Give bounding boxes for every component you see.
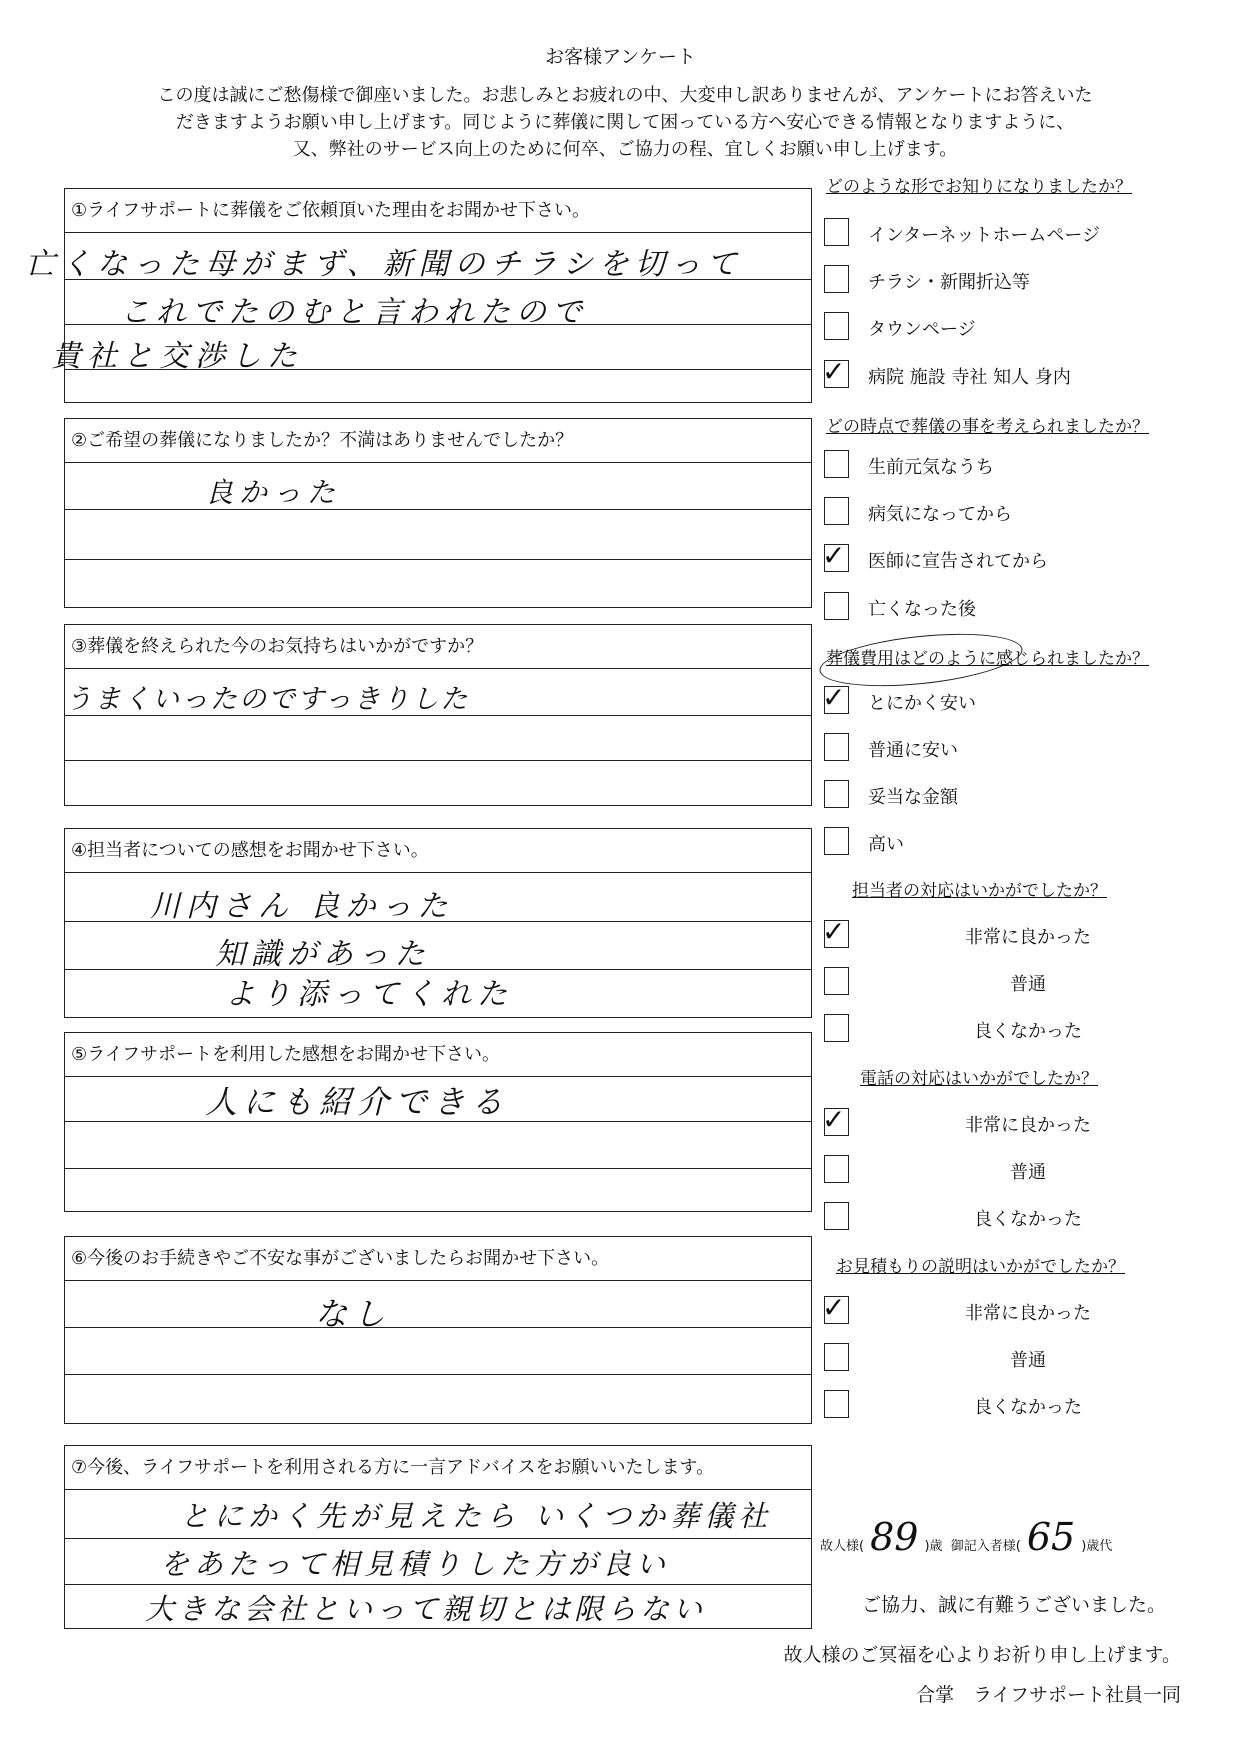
answer-4-line-2[interactable]: 知識があった: [215, 937, 431, 972]
thanks-text: ご協力、誠に有難うございました。: [862, 1594, 1167, 1616]
section-1-option-2: チラシ・新聞折込等: [868, 272, 1030, 293]
page-title: お客様アンケート: [545, 46, 696, 68]
question-4-box: [64, 828, 812, 1018]
writer-age-label: 御記入者様(: [950, 1539, 1021, 1554]
section-5-checkbox-3[interactable]: [824, 1202, 849, 1230]
check-mark-icon: ✓: [822, 355, 846, 388]
section-3-option-2: 普通に安い: [868, 740, 958, 761]
section-6-option-1: 非常に良かった: [965, 1303, 1091, 1324]
question-2-box: [64, 418, 812, 608]
section-2-checkbox-2[interactable]: [824, 497, 849, 525]
question-7-box: [64, 1445, 812, 1629]
section-2-option-4: 亡くなった後: [868, 599, 976, 620]
intro-text: [70, 82, 1180, 163]
answer-1-line-3[interactable]: 貴社と交渉した: [51, 339, 303, 374]
section-3-title: 葬儀費用はどのように感じられましたか？: [826, 649, 1149, 669]
section-4-checkbox-2[interactable]: [824, 967, 849, 995]
section-6-title: お見積もりの説明はいかがでしたか？: [836, 1257, 1125, 1277]
section-3-checkbox-3[interactable]: [824, 780, 849, 808]
answer-7-line-2[interactable]: をあたって相見積りした方が良い: [160, 1547, 671, 1581]
section-5-option-2: 普通: [1010, 1162, 1046, 1183]
intro-line: 又、弊社のサービス向上のために何卒、ご協力の程、宜しくお願い申し上げます。: [292, 139, 958, 160]
question-6-label: ⑥今後のお手続きやご不安な事がございましたらお聞かせ下さい。: [65, 1237, 811, 1281]
closing-text-1: 故人様のご冥福を心よりお祈り申し上げます。: [783, 1644, 1181, 1666]
section-6-checkbox-3[interactable]: [824, 1390, 849, 1418]
section-2-option-2: 病気になってから: [868, 504, 1012, 525]
section-1-checkbox-2[interactable]: [824, 265, 849, 293]
answer-3-line-1[interactable]: うまくいったのですっきりした: [65, 684, 470, 715]
section-6-option-3: 良くなかった: [974, 1397, 1082, 1418]
question-1-box: [25, 188, 812, 403]
writer-age-value[interactable]: 65: [1026, 1515, 1076, 1559]
intro-line: だきますようお願い申し上げます。同じように葬儀に関して困っている方へ安心できる情報となりますように、: [175, 112, 1075, 133]
age-row: [820, 1515, 1112, 1559]
question-3-box: [64, 624, 812, 806]
answer-2-line-1[interactable]: 良かった: [205, 476, 342, 509]
question-5-label: ⑤ライフサポートを利用した感想をお聞かせ下さい。: [65, 1033, 811, 1077]
deceased-age-value[interactable]: 89: [870, 1515, 919, 1559]
section-4-option-2: 普通: [1010, 974, 1046, 995]
question-3-label: ③葬儀を終えられた今のお気持ちはいかがですか？: [65, 625, 811, 669]
section-1-option-3: タウンページ: [868, 319, 976, 340]
check-mark-icon: ✓: [822, 1103, 846, 1136]
section-4-checkbox-3[interactable]: [824, 1014, 849, 1042]
section-2-checkbox-1[interactable]: [824, 450, 849, 478]
check-mark-icon: ✓: [822, 1291, 846, 1324]
check-mark-icon: ✓: [822, 915, 846, 948]
answer-1-line-1[interactable]: 亡くなった母がまず、新聞のチラシを切って: [25, 247, 743, 282]
section-2-option-1: 生前元気なうち: [868, 457, 994, 478]
section-2-title: どの時点で葬儀の事を考えられましたか？: [826, 417, 1149, 437]
section-3-option-1: とにかく安い: [868, 693, 976, 714]
answer-6-line-1[interactable]: なし: [315, 1295, 392, 1333]
section-1-option-4: 病院 施設 寺社 知人 身内: [868, 367, 1071, 388]
section-5-option-1: 非常に良かった: [965, 1115, 1091, 1136]
question-6-box: [64, 1236, 812, 1424]
writer-age-suffix: )歳代: [1081, 1539, 1113, 1554]
deceased-age-label: 故人様(: [820, 1539, 865, 1554]
section-6-checkbox-2[interactable]: [824, 1343, 849, 1371]
section-1-checkbox-3[interactable]: [824, 312, 849, 340]
answer-1-line-2[interactable]: これでたのむと言われたので: [120, 295, 588, 330]
section-4-title: 担当者の対応はいかがでしたか？: [852, 881, 1107, 901]
section-1-checkbox-1[interactable]: [824, 218, 849, 246]
section-6-option-2: 普通: [1010, 1350, 1046, 1371]
section-5-checkbox-2[interactable]: [824, 1155, 849, 1183]
section-3-checkbox-2[interactable]: [824, 733, 849, 761]
section-5-title: 電話の対応はいかがでしたか？: [860, 1069, 1098, 1089]
section-3-checkbox-4[interactable]: [824, 827, 849, 855]
check-mark-icon: ✓: [822, 539, 846, 572]
answer-7-line-1[interactable]: とにかく先が見えたら いくつか葬儀社: [180, 1499, 773, 1533]
section-3-option-4: 高い: [868, 834, 904, 855]
question-4-label: ④担当者についての感想をお聞かせ下さい。: [65, 829, 811, 873]
section-1-option-1: インターネットホームページ: [868, 225, 1101, 246]
section-3-option-3: 妥当な金額: [868, 787, 958, 808]
section-1-title: どのような形でお知りになりましたか？: [826, 177, 1132, 197]
section-4-option-1: 非常に良かった: [965, 927, 1091, 948]
section-2-option-3: 医師に宣告されてから: [868, 551, 1048, 572]
answer-7-line-3[interactable]: 大きな会社といって親切とは限らない: [145, 1592, 707, 1626]
section-4-option-3: 良くなかった: [974, 1021, 1082, 1042]
question-5-box: [64, 1032, 812, 1212]
check-mark-icon: ✓: [822, 681, 846, 714]
question-1-label: ①ライフサポートに葬儀をご依頼頂いた理由をお聞かせ下さい。: [65, 189, 811, 233]
section-2-checkbox-4[interactable]: [824, 592, 849, 620]
intro-line: この度は誠にご愁傷様で御座いました。お悲しみとお疲れの中、大変申し訳ありませんが、アンケートにお答えいた: [157, 85, 1093, 106]
section-5-option-3: 良くなかった: [974, 1209, 1082, 1230]
answer-4-line-3[interactable]: より添ってくれた: [225, 977, 513, 1012]
question-2-label: ②ご希望の葬儀になりましたか？不満はありませんでしたか？: [65, 419, 811, 463]
question-7-label: ⑦今後、ライフサポートを利用される方に一言アドバイスをお願いいたします。: [65, 1446, 811, 1490]
answer-5-line-1[interactable]: 人にも紹介できる: [205, 1083, 510, 1121]
closing-text-2: 合掌 ライフサポート社員一同: [916, 1684, 1181, 1706]
answer-4-line-1[interactable]: 川内さん 良かった: [150, 889, 454, 924]
age-suffix: )歳: [924, 1539, 943, 1554]
